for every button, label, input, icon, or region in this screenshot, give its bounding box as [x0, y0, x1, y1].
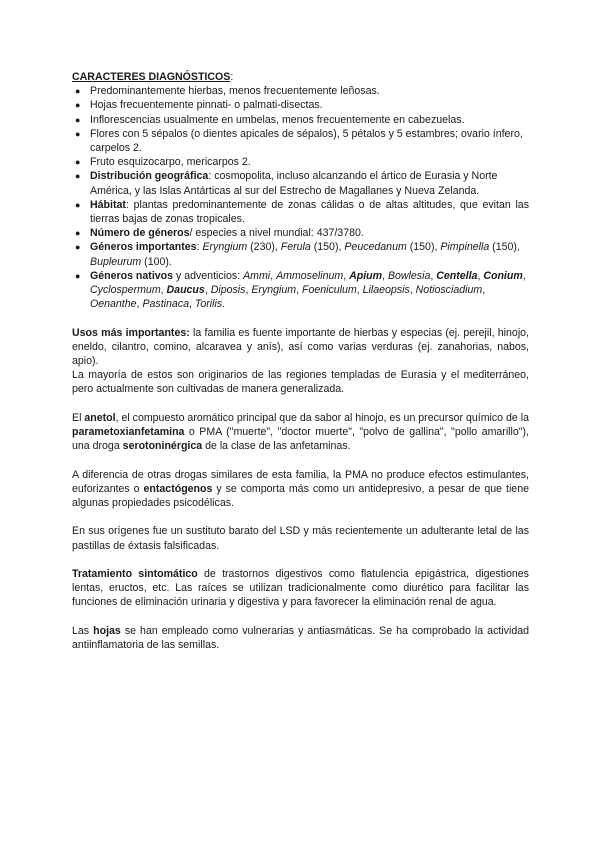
list-item: ● Fruto esquizocarpo, mericarpos 2.	[75, 156, 251, 169]
list-item-habitat: ● Hábitat: plantas predominantemente de zonas cálidas o de altas altitudes, que evitan las tierras bajas de zonas tropicales.	[75, 198, 529, 226]
pma-paragraph: A diferencia de otras drogas similares de esta familia, la PMA no produce efectos estimulantes, euforizantes o entactógenos y se comporta más como un antidepresivo, a pesar de que tiene algunas propiedades psicodélicas.	[72, 468, 529, 510]
lsd-paragraph: En sus orígenes fue un sustituto barato del LSD y más recientemente un adulterante letal de las pastillas de éxtasis falsificadas.	[72, 525, 529, 552]
bullet-icon: ●	[75, 157, 81, 168]
anethole-paragraph: El anetol, el compuesto aromático principal que da sabor al hinojo, es un precursor químico de la parametoxianfetamina o PMA ("muerte", "doctor muerte", "polvo de gallina", "pollo amarillo"), una droga serotoninérgica de la clase de las anfetaminas.	[72, 411, 529, 453]
treatment-paragraph: Tratamiento sintomático de trastornos digestivos como flatulencia epigástrica, digestiones lentas, eructos, etc. Las raíces se utilizan tradicionalmente como diurético para facilitar las funciones de eliminación urinaria y digestiva y para favorecer la eliminación renal de agua.	[72, 568, 529, 609]
list-item-native-genera: ● Géneros nativos y adventicios: Ammi, Ammoselinum, Apium, Bowlesia, Centella, Conium, Cyclospermum, Daucus, Diposis, Eryngium, Foeniculum, Lilaeopsis, Notiosciadium, Oenanthe, Pastinaca, Torilis.	[75, 269, 526, 311]
leaves-paragraph: Las hojas se han empleado como vulnerarias y antiasmáticas. Se ha comprobado la actividad antiinflamatoria de las semillas.	[72, 624, 529, 652]
section-title: CARACTERES DIAGNÓSTICOS	[72, 71, 231, 83]
bullet-icon: ●	[75, 270, 81, 281]
bullet-icon: ●	[75, 242, 81, 253]
diagnostic-list	[72, 84, 529, 311]
list-item: ● Flores con 5 sépalos (o dientes apicales de sépalos), 5 pétalos y 5 estambres; ovario ínfero, carpelos 2.	[75, 127, 523, 155]
list-item-important-genera: ● Géneros importantes: Eryngium (230), Ferula (150), Peucedanum (150), Pimpinella (150), Bupleurum (100).	[75, 241, 520, 268]
list-item: ● Inflorescencias usualmente en umbelas, menos frecuentemente en cabezuelas.	[75, 113, 465, 126]
document-body	[72, 70, 529, 652]
bullet-icon: ●	[75, 228, 81, 239]
bullet-icon: ●	[75, 86, 81, 97]
uses-paragraph: Usos más importantes: la familia es fuente importante de hierbas y especias (ej. perejil, hinojo, eneldo, cilantro, comino, alcaravea y anís), así como varias verduras (ej. zanahorias, nabos, apio).	[72, 326, 530, 368]
origin-paragraph: La mayoría de estos son originarios de las regiones templadas de Eurasia y el mediterráneo, pero actualmente son cultivadas de manera generalizada.	[72, 369, 529, 396]
bullet-icon: ●	[75, 171, 81, 182]
list-item: ● Hojas frecuentemente pinnati- o palmati-disectas.	[75, 99, 323, 112]
section-heading: CARACTERES DIAGNÓSTICOS:	[72, 71, 234, 83]
bullet-icon: ●	[75, 128, 81, 139]
bullet-icon: ●	[75, 100, 81, 111]
bullet-icon: ●	[75, 114, 81, 125]
list-item-distribution: ● Distribución geográfica: cosmopolita, incluso alcanzando el ártico de Eurasia y Norte América, y las Islas Antárticas al sur del Estrecho de Magallanes y Nueva Zelanda.	[75, 170, 498, 197]
list-item: ● Predominantemente hierbas, menos frecuentemente leñosas.	[75, 85, 380, 98]
bullet-icon: ●	[75, 199, 81, 210]
list-item-genera-count: ● Número de géneros/ especies a nivel mundial: 437/3780.	[75, 227, 364, 240]
